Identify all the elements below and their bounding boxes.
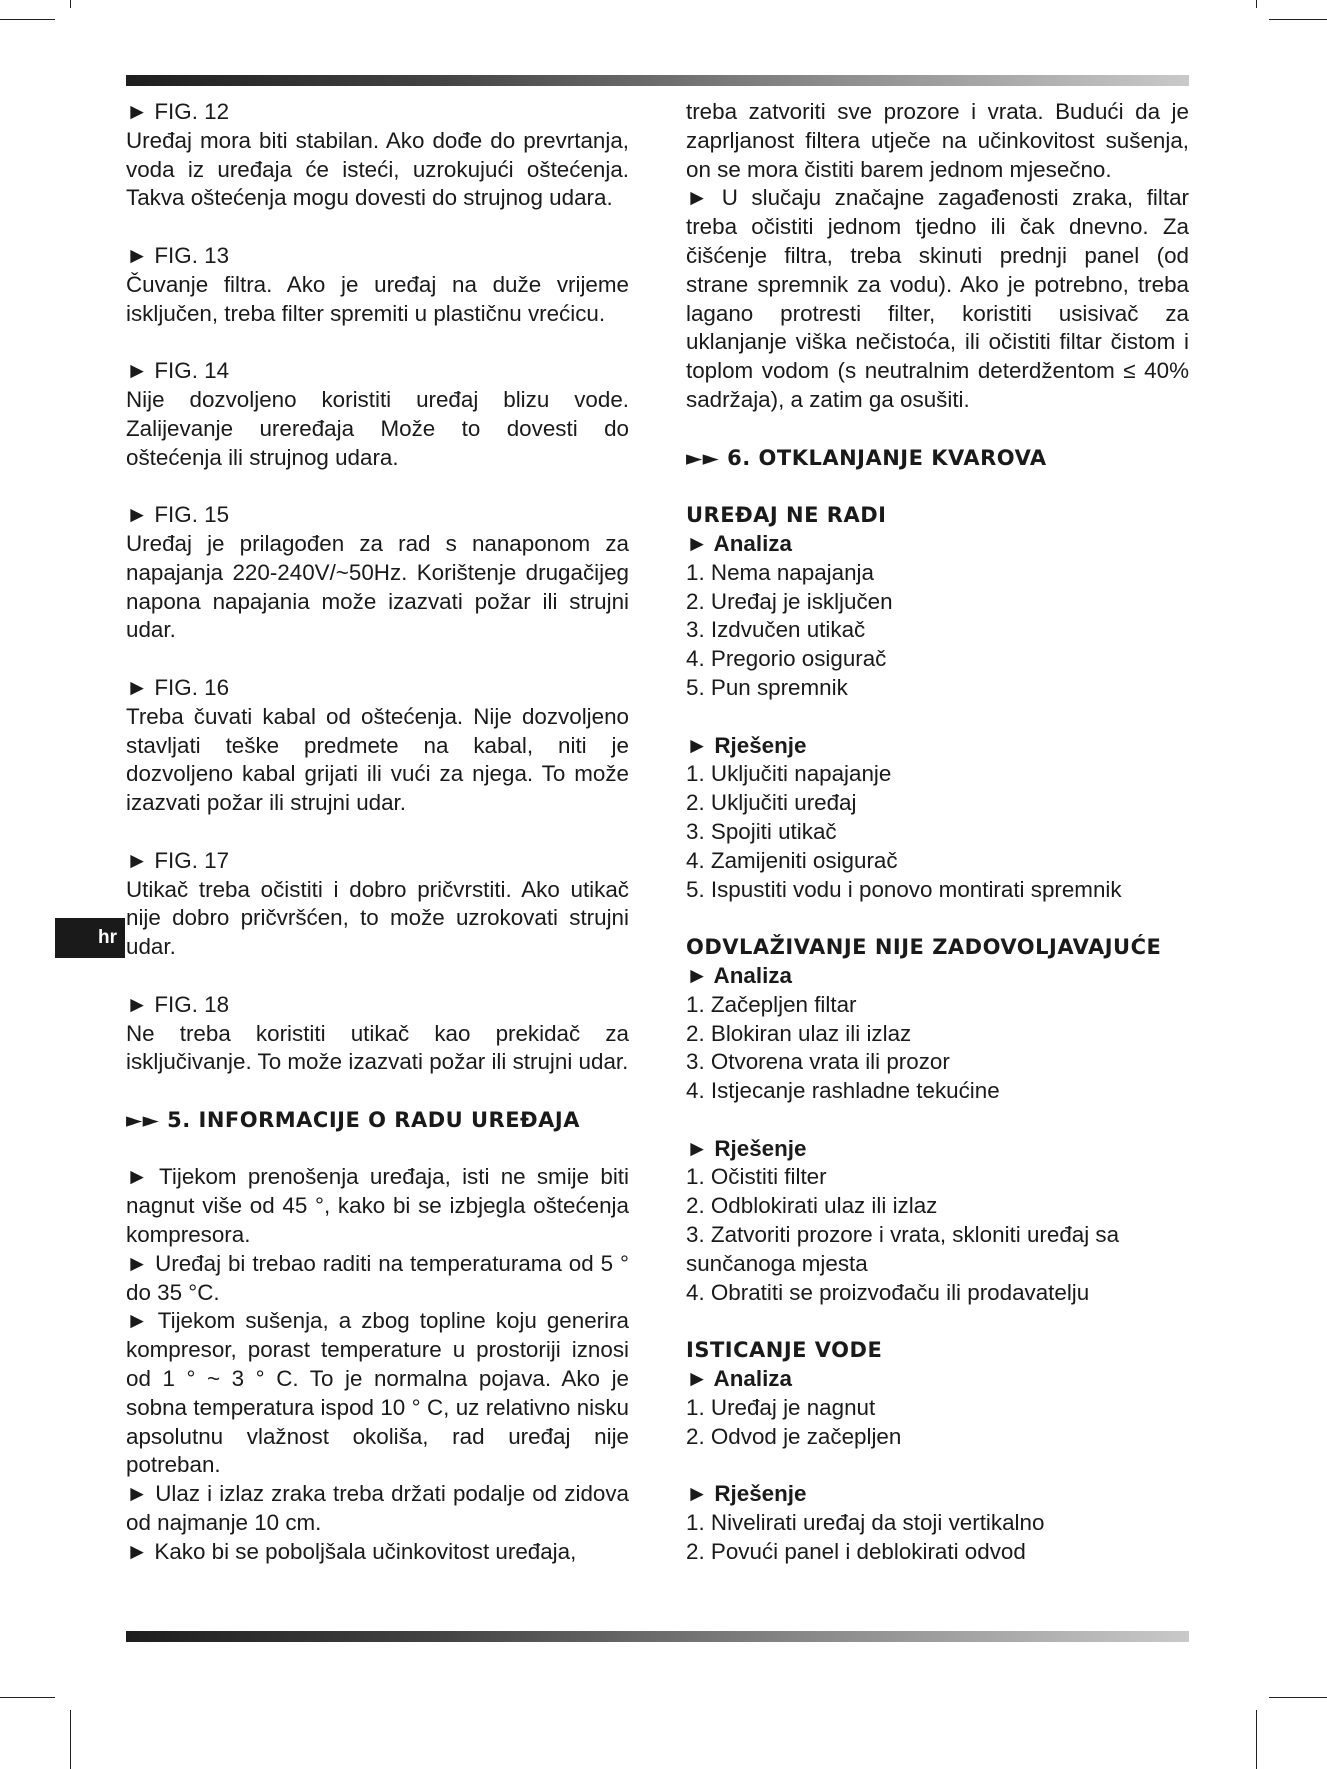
section-5-heading: ►► 5. INFORMACIJE O RADU UREĐAJA: [126, 1107, 580, 1132]
fig-label: ► FIG. 14: [126, 358, 230, 384]
fig-text: Čuvanje filtra. Ako je uređaj na duže vrijeme isključen, treba filter spremiti u plastičnu vrećicu.: [126, 271, 629, 326]
fig-text: Treba čuvati kabal od oštećenja. Nije dozvoljeno stavljati teške predmete na kabal, niti je dozvoljeno kabal grijati ili vući za njega. To može izazvati požar ili strujni udar.: [126, 703, 629, 816]
rjesenje-label: ► Rješenje: [686, 1135, 807, 1161]
list-item: 1. Nema napajanja: [686, 559, 874, 585]
problem-heading: ODVLAŽIVANJE NIJE ZADOVOLJAVAJUĆE: [686, 935, 1162, 960]
list-item: 1. Začepljen filtar: [686, 991, 857, 1017]
list-item: 1. Uređaj je nagnut: [686, 1394, 876, 1420]
rjesenje-label: ► Rješenje: [686, 732, 807, 758]
fig-text: Uređaj je prilagođen za rad s nanaponom za napajanja 220-240V/~50Hz. Korištenje drugačijeg napona napajania može izazvati požar ili strujni udar.: [126, 530, 629, 643]
problem-heading: ISTICANJE VODE: [686, 1338, 883, 1363]
fig-label: ► FIG. 17: [126, 847, 230, 873]
list-item: 1. Uključiti napajanje: [686, 761, 892, 787]
list-item: 2. Blokiran ulaz ili izlaz: [686, 1020, 912, 1046]
rjesenje-label: ► Rješenje: [686, 1481, 807, 1507]
list-item: 3. Izdvučen utikač: [686, 617, 866, 643]
crop-mark: [0, 1697, 55, 1698]
language-tab: hr: [55, 918, 125, 958]
crop-mark: [70, 0, 71, 8]
fig-label: ► FIG. 15: [126, 502, 230, 528]
list-item: 3. Zatvoriti prozore i vrata, skloniti uređaj sa sunčanoga mjesta: [686, 1222, 1120, 1276]
section-5-paragraph: ► Ulaz i izlaz zraka treba držati podalje od zidova od najmanje 10 cm.: [126, 1481, 629, 1536]
fig-label: ► FIG. 13: [126, 242, 230, 268]
analiza-label: ► Analiza: [686, 1366, 792, 1392]
problem-heading: UREĐAJ NE RADI: [686, 503, 887, 528]
list-item: 4. Pregorio osigurač: [686, 646, 887, 672]
continuation-paragraph: treba zatvoriti sve prozore i vrata. Budući da je zaprljanost filtera utječe na učinkovitost sušenja, on se mora čistiti barem jednom mjesečno.: [686, 99, 1189, 182]
fig-text: Uređaj mora biti stabilan. Ako dođe do prevrtanja, voda iz uređaja će isteći, uzrokujući oštećenja. Takva oštećenja mogu dovesti do strujnog udara.: [126, 127, 629, 211]
section-5-paragraph: ► Kako bi se poboljšala učinkovitost uređaja,: [126, 1538, 577, 1564]
crop-mark: [70, 1710, 71, 1769]
list-item: 4. Obratiti se proizvođaču ili prodavatelju: [686, 1279, 1090, 1305]
right-column: [686, 98, 1189, 1567]
list-item: 3. Otvorena vrata ili prozor: [686, 1049, 950, 1075]
section-5-paragraph: ► Uređaj bi trebao raditi na temperaturama od 5 ° do 35 °C.: [126, 1250, 629, 1305]
list-item: 2. Odblokirati ulaz ili izlaz: [686, 1193, 938, 1219]
list-item: 2. Povući panel i deblokirati odvod: [686, 1538, 1026, 1564]
analiza-label: ► Analiza: [686, 962, 792, 988]
list-item: 1. Očistiti filter: [686, 1164, 827, 1190]
list-item: 5. Pun spremnik: [686, 674, 848, 700]
list-item: 3. Spojiti utikač: [686, 818, 837, 844]
bottom-gradient-bar: [126, 1631, 1189, 1642]
list-item: 2. Uključiti uređaj: [686, 790, 857, 816]
list-item: 1. Nivelirati uređaj da stoji vertikalno: [686, 1510, 1045, 1536]
list-item: 5. Ispustiti vodu i ponovo montirati spremnik: [686, 876, 1122, 902]
crop-mark: [1269, 1697, 1327, 1698]
fig-label: ► FIG. 12: [126, 99, 230, 124]
crop-mark: [1256, 0, 1257, 8]
list-item: 2. Uređaj je isključen: [686, 588, 893, 614]
fig-text: Nije dozvoljeno koristiti uređaj blizu vode. Zalijevanje urеređaja Može to dovesti do oštećenja ili strujnog udara.: [126, 386, 629, 470]
section-6-heading: ►► 6. OTKLANJANJE KVAROVA: [686, 445, 1047, 470]
filter-paragraph: ► U slučaju značajne zagađenosti zraka, filtar treba očistiti jednom tjedno ili čak dnevno. Za čišćenje filtra, treba skinuti prednji panel (od strane spremnik za vodu). Ako je potrebno, treba lagano protresti filter, koristiti usisivač za uklanjanje viška nečistoća, ili očistiti filtar čistom i toplom vodom (s neutralnim deterdžentom ≤ 40% sadržaja), a zatim ga osušiti.: [686, 185, 1189, 412]
left-column: [126, 98, 629, 1567]
crop-mark: [1269, 19, 1327, 20]
section-5-paragraph: ► Tijekom prenošenja uređaja, isti ne smije biti nagnut više od 45 °, kako bi se izbjegla oštećenja kompresora.: [126, 1164, 629, 1248]
list-item: 4. Zamijeniti osigurač: [686, 847, 898, 873]
analiza-label: ► Analiza: [686, 530, 792, 556]
fig-text: Utikač treba očistiti i dobro pričvrstiti. Ako utikač nije dobro pričvršćen, to može uzrokovati strujni udar.: [126, 876, 629, 960]
list-item: 2. Odvod je začepljen: [686, 1423, 902, 1449]
crop-mark: [0, 19, 55, 20]
top-gradient-bar: [126, 75, 1189, 86]
section-5-paragraph: ► Tijekom sušenja, a zbog topline koju generira kompresor, porast temperature u prostoriji iznosi od 1 ° ~ 3 ° C. To je normalna pojava. Ako je sobna temperatura ispod 10 ° C, uz relativno nisku apsolutnu vlažnost okoliša, rad uređaj nije potreban.: [126, 1308, 629, 1478]
crop-mark: [1256, 1710, 1257, 1769]
fig-label: ► FIG. 16: [126, 674, 230, 700]
fig-text: Ne treba koristiti utikač kao prekidač za isključivanje. To može izazvati požar ili strujni udar.: [126, 1020, 629, 1075]
fig-label: ► FIG. 18: [126, 991, 230, 1017]
list-item: 4. Istjecanje rashladne tekućine: [686, 1078, 1000, 1104]
